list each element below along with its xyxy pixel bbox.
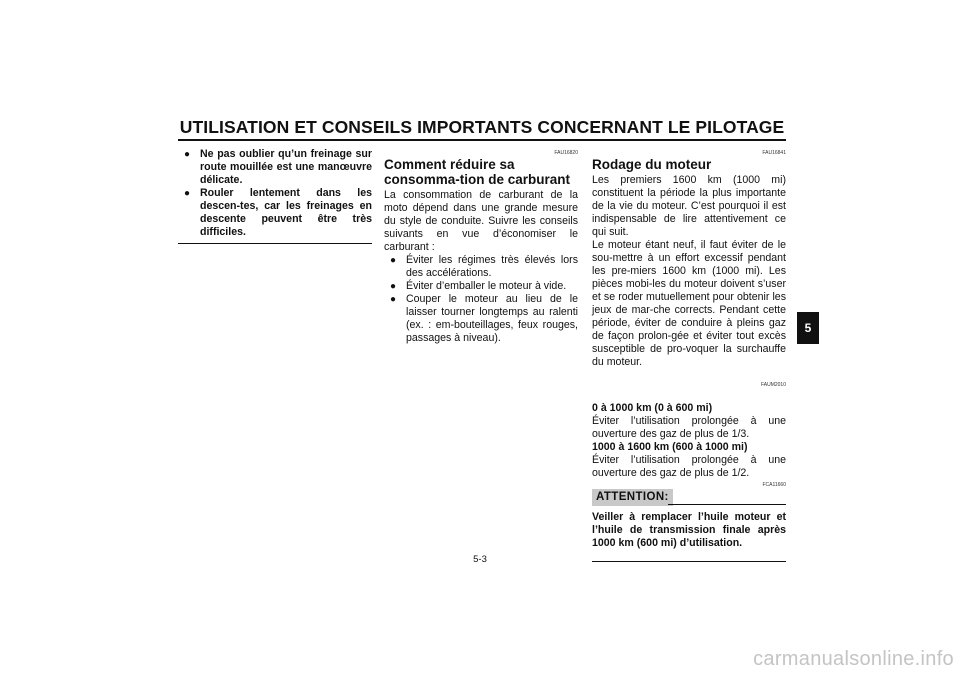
page-number: 5-3 — [473, 554, 487, 565]
bullet-icon: ● — [390, 281, 397, 292]
bullet-icon: ● — [184, 149, 191, 160]
paragraph: Les premiers 1600 km (1000 mi) constituent la période la plus importante de la vie du moteur. C’est pourquoi il est indispensable de lire attentivement ce qui suit. — [592, 174, 786, 238]
section-end-rule — [592, 561, 786, 562]
attention-label: ATTENTION: — [592, 489, 673, 506]
reference-code: FCA11660 — [762, 482, 786, 488]
reference-code: FAU16841 — [762, 150, 786, 156]
section-end-rule — [178, 243, 372, 244]
paragraph: Éviter l’utilisation prolongée à une ouverture des gaz de plus de 1/3. — [592, 415, 786, 440]
list-item — [384, 293, 578, 345]
chapter-tab: 5 — [797, 312, 819, 344]
paragraph: Éviter l’utilisation prolongée à une ouverture des gaz de plus de 1/2. — [592, 454, 786, 479]
section-title: Comment réduire sa consomma-tion de carburant — [384, 157, 571, 187]
reference-code: FAUM2010 — [760, 382, 786, 388]
bullet-text: Ne pas oublier qu’un freinage sur route mouillée est une manœuvre délicate. — [200, 148, 372, 186]
header-rule — [178, 139, 786, 141]
bullet-text: Éviter les régimes très élevés lors des accélérations. — [406, 254, 578, 279]
list-item — [178, 187, 372, 239]
column-3 — [592, 148, 786, 562]
bullet-icon: ● — [184, 188, 191, 199]
bullet-text: Éviter d’emballer le moteur à vide. — [406, 280, 567, 292]
column-1 — [178, 148, 372, 244]
subheading: 0 à 1000 km (0 à 600 mi) — [592, 402, 713, 414]
intro-paragraph: La consommation de carburant de la moto dépend dans une grande mesure du style de conduite. Suivre les conseils suivants en vue d’économiser le carburant : — [384, 189, 578, 253]
paragraph: Le moteur étant neuf, il faut éviter de le sou-mettre à un effort excessif pendant les pre-miers 1600 km (1000 mi). Les pièces mobi-les du moteur doivent s’user et se roder mutuellement pour obtenir les jeux de mar-che corrects. Pendant cette période, éviter de conduire à pleins gaz de façon prolon-gée et éviter tout excès susceptible de pro-voquer la surchauffe du moteur. — [592, 239, 786, 368]
column-2 — [384, 148, 578, 345]
bullet-text: Couper le moteur au lieu de le laisser tourner longtemps au ralenti (ex. : em-bouteillages, feux rouges, passages à niveau). — [406, 293, 578, 344]
attention-text: Veiller à remplacer l’huile moteur et l’huile de transmission finale après 1000 km (600 mi) d’utilisation. — [592, 511, 786, 549]
bullet-text: Rouler lentement dans les descen-tes, car les freinages en descente peuvent être très difficiles. — [200, 187, 372, 238]
watermark: carmanualsonline.info — [753, 648, 954, 670]
bullet-icon: ● — [390, 255, 397, 266]
list-item — [178, 148, 372, 187]
list-item — [384, 254, 578, 280]
subheading: 1000 à 1600 km (600 à 1000 mi) — [592, 441, 748, 453]
reference-code: FAU16820 — [554, 150, 578, 156]
list-item — [384, 280, 578, 293]
page-header-title: UTILISATION ET CONSEILS IMPORTANTS CONCERNANT LE PILOTAGE — [179, 117, 785, 137]
bullet-icon: ● — [390, 294, 397, 305]
section-title: Rodage du moteur — [592, 157, 712, 172]
attention-banner — [592, 489, 786, 507]
attention-rule — [668, 504, 786, 505]
